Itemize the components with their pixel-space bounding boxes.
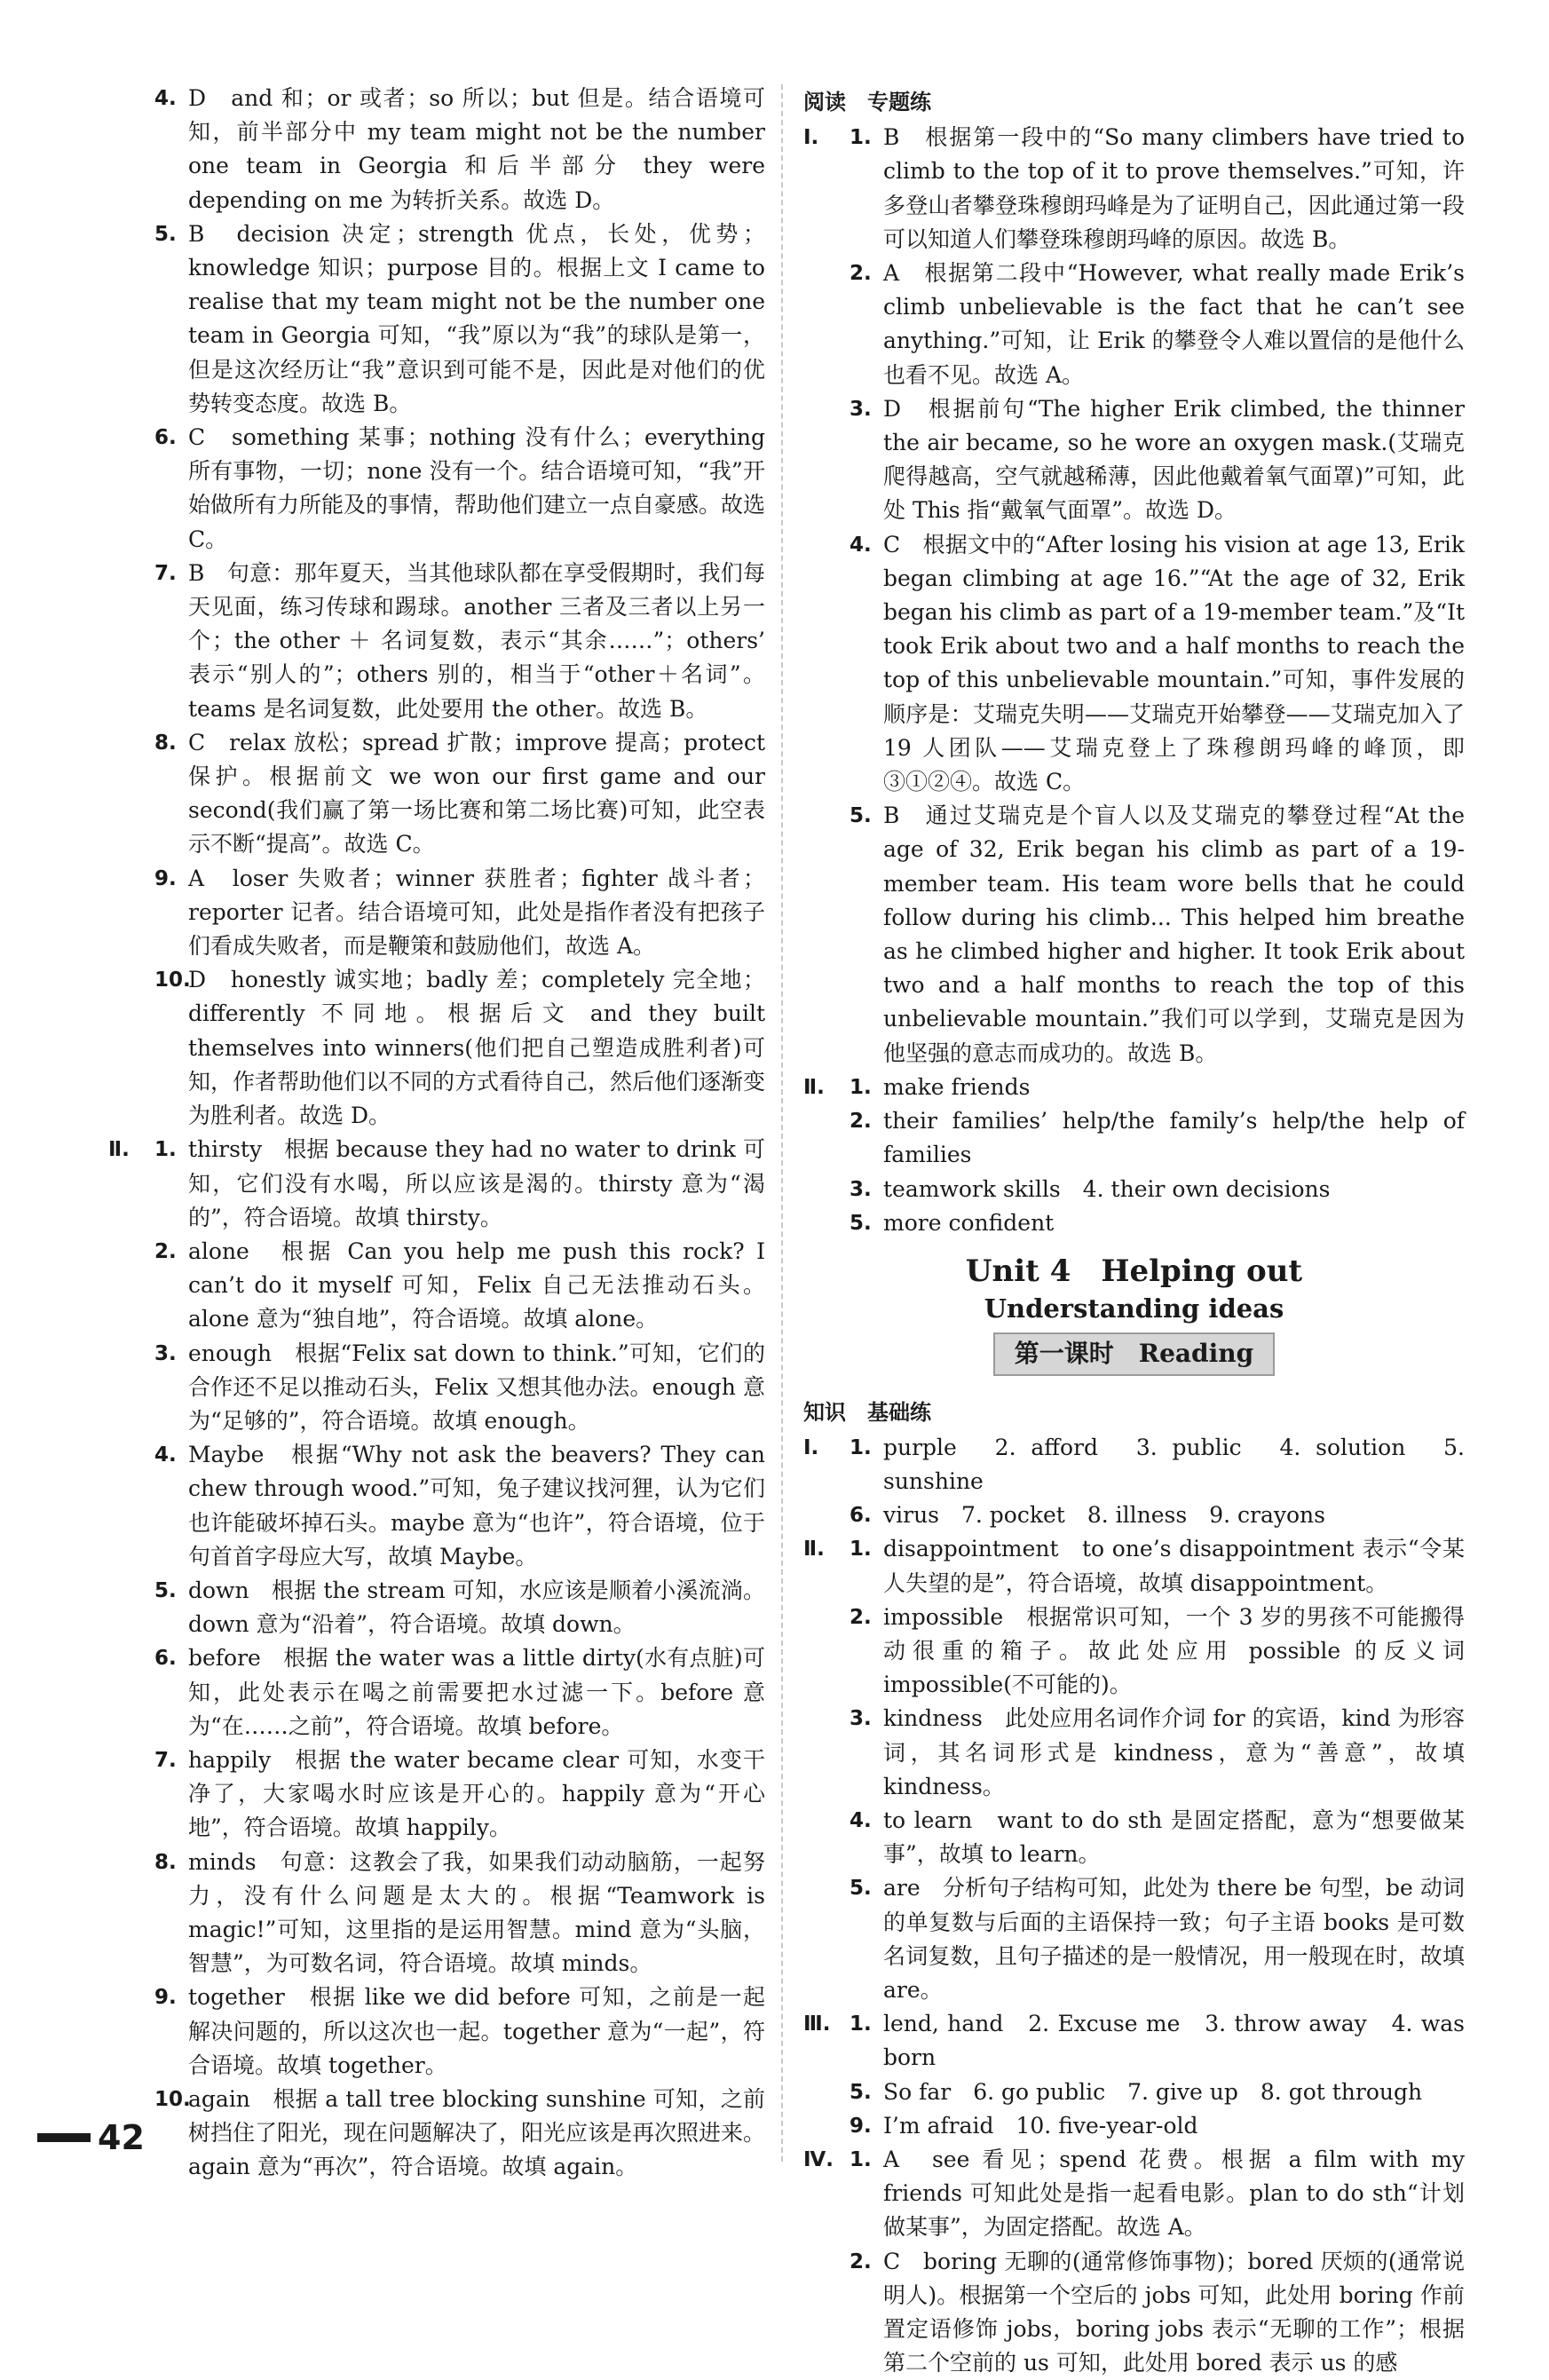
item-number: 4. (850, 1808, 872, 1832)
answer-text: enough 根据“Felix sat down to think.”可知，它们的合作还不足以推动石头，Felix 又想其他办法。enough 意为“足够的”，符合语境。故填 enough。 (188, 1340, 765, 1434)
answer-item (108, 862, 765, 964)
item-number: 2. (850, 2250, 872, 2273)
section-number: Ⅰ. (803, 1435, 819, 1459)
unit-subtitle: Understanding ideas (984, 1293, 1284, 1324)
answer-item (803, 121, 1465, 257)
answer-item (108, 963, 765, 1133)
answer-text: C boring 无聊的(通常修饰事物)；bored 厌烦的(通常说明人)。根据第一个空后的 jobs 可知，此处用 boring 作前置定语修饰 jobs，boring jobs 表示“无聊的工作”；根据第二个空前的 us 可知，此处用 bored 表示 us 的感 (883, 2248, 1465, 2376)
item-number: 2. (850, 262, 872, 286)
item-number: 9. (154, 1986, 177, 2010)
answer-text: to learn want to do sth 是固定搭配，意为“想要做某事”，故填 to learn。 (883, 1807, 1465, 1868)
item-number: 10. (154, 2087, 191, 2111)
answer-text: more confident (883, 1209, 1055, 1236)
answer-item (803, 1498, 1465, 1532)
item-number: 8. (154, 1850, 177, 1874)
answer-item (108, 82, 765, 217)
answer-text: I’m afraid 10. five-year-old (883, 2112, 1198, 2139)
item-number: 2. (154, 1239, 177, 1263)
answer-item (803, 1104, 1465, 1172)
item-number: 1. (850, 126, 872, 150)
section-number: Ⅲ. (803, 2012, 831, 2036)
answer-text: before 根据 the water was a little dirty(水有点脏)可知，此处表示在喝之前需要把水过滤一下。before 意为“在……之前”，符合语境。故填 before。 (188, 1645, 765, 1739)
item-number: 4. (850, 533, 872, 557)
basics-section-title: 知识 基础练 (803, 1399, 931, 1425)
answer-text: down 根据 the stream 可知，水应该是顺着小溪流淌。down 意为“沿着”，符合语境。故填 down。 (188, 1577, 765, 1638)
answer-text: A loser 失败者；winner 获胜者；fighter 战斗者；reporter 记者。结合语境可知，此处是指作者没有把孩子们看成失败者，而是鞭策和鼓励他们，故选 A。 (188, 865, 765, 960)
lesson-label: 第一课时 Reading (993, 1332, 1275, 1375)
item-number: 5. (850, 804, 872, 828)
answer-item (803, 799, 1465, 1071)
answer-text: B 根据第一段中的“So many climbers have tried to climb to the top of it to prove themselves.”可知，许多登山者攀登珠穆朗玛峰是为了证明自己，因此通过第一段可以知道人们攀登珠穆朗玛峰的原因。故选 B。 (883, 124, 1465, 252)
answer-text: disappointment to one’s disappointment 表示“令某人失望的是”，符合语境，故填 disappointment。 (883, 1536, 1465, 1596)
item-number: 2. (850, 1605, 872, 1629)
item-number: 5. (850, 1877, 872, 1901)
answer-item (108, 1438, 765, 1574)
answer-item (803, 1804, 1465, 1871)
page-number-text: 42 (98, 2118, 145, 2157)
section-number: Ⅱ. (108, 1138, 130, 1162)
answer-item (803, 1431, 1465, 1498)
answer-item (803, 257, 1465, 392)
answer-item (108, 726, 765, 862)
answer-text: again 根据 a tall tree blocking sunshine 可知，之前树挡住了阳光，现在问题解决了，阳光应该是再次照进来。again 意为“再次”，符合语境。故填 again。 (188, 2085, 766, 2180)
item-number: 1. (850, 2147, 872, 2171)
right-column (803, 82, 1465, 2380)
item-number: 1. (850, 1075, 872, 1099)
item-number: 3. (850, 397, 872, 421)
answer-text: A 根据第二段中“However, what really made Erik’s climb unbelievable is the fact that he can’t see anything.”可知，让 Erik 的攀登令人难以置信的是他什么也看不见。故选 A。 (883, 260, 1465, 388)
unit-title: Unit 4 Helping out (965, 1253, 1303, 1289)
item-number: 1. (850, 1538, 872, 1562)
item-number: 3. (850, 1177, 872, 1201)
answer-item (803, 2076, 1465, 2109)
left-column (108, 82, 765, 2185)
answer-item (108, 217, 765, 421)
answer-item (803, 1173, 1465, 1206)
page-number-bar (37, 2133, 91, 2142)
section-number: Ⅳ. (803, 2147, 834, 2171)
answer-item (108, 1235, 765, 1337)
answer-text: C relax 放松；spread 扩散；improve 提高；protect 保护。根据前文 we won our first game and our second(我们赢了第一场比赛和第二场比赛)可知，此空表示不断“提高”。故选 C。 (188, 729, 765, 858)
item-number: 8. (154, 731, 177, 755)
item-number: 3. (850, 1707, 872, 1731)
answer-text: A see 看见；spend 花费。根据 a film with my friends 可知此处是指一起看电影。plan to do sth“计划做某事”，为固定搭配。故选 A。 (883, 2146, 1465, 2241)
answer-item (803, 1532, 1465, 1600)
reading-section-title: 阅读 专题练 (803, 90, 931, 115)
answer-item (803, 2245, 1465, 2380)
page-number (37, 2118, 145, 2157)
answer-item (803, 2109, 1465, 2143)
answer-text: teamwork skills 4. their own decisions (883, 1175, 1331, 1202)
answer-text: purple 2. afford 3. public 4. solution 5. sunshine (883, 1434, 1465, 1494)
answer-text: their families’ help/the family’s help/the help of families (883, 1108, 1465, 1168)
answer-item (108, 1337, 765, 1439)
answer-item (108, 1574, 765, 1641)
answer-item (108, 1133, 765, 1235)
item-number: 5. (154, 1578, 177, 1602)
answer-item (108, 557, 765, 726)
answer-item (803, 1601, 1465, 1703)
answer-item (803, 1206, 1465, 1240)
answer-text: make friends (883, 1073, 1031, 1100)
answer-item (803, 2143, 1465, 2245)
item-number: 3. (154, 1341, 177, 1365)
answer-text: together 根据 like we did before 可知，之前是一起解决问题的，所以这次也一起。together 意为“一起”，符合语境。故填 together。 (188, 1984, 765, 2078)
answer-item (803, 528, 1465, 800)
answer-text: happily 根据 the water became clear 可知，水变干净了，大家喝水时应该是开心的。happily 意为“开心地”，符合语境。故填 happily。 (188, 1746, 765, 1841)
answer-item (108, 1846, 765, 1981)
answer-item (803, 2007, 1465, 2075)
item-number: 5. (154, 222, 177, 246)
answer-text: kindness 此处应用名词作介词 for 的宾语，kind 为形容词，其名词形式是 kindness，意为“善意”，故填 kindness。 (883, 1705, 1465, 1799)
item-number: 5. (850, 1211, 872, 1235)
answer-text: D honestly 诚实地；badly 差；completely 完全地；differently 不同地。根据后文 and they built themselves into winners(他们把自己塑造成胜利者)可知，作者帮助他们以不同的方式看待自己，然后他们逐渐变为胜利者。故选 D。 (188, 967, 766, 1129)
answer-item (108, 1981, 765, 2083)
answer-text: Maybe 根据“Why not ask the beavers? They can chew through wood.”可知，兔子建议找河狸，认为它们也许能破坏掉石头。maybe 意为“也许”，符合语境，位于句首首字母应大写，故填 Maybe。 (188, 1442, 765, 1570)
item-number: 7. (154, 561, 177, 585)
answer-text: D 根据前句“The higher Erik climbed, the thinner the air became, so he wore an oxygen mask.(艾瑞克爬得越高，空气就越稀薄，因此他戴着氧气面罩)”可知，此处 This 指“戴氧气面罩”。故选 D。 (883, 395, 1465, 524)
answer-text: lend, hand 2. Excuse me 3. throw away 4. was born (883, 2011, 1465, 2071)
answer-item (108, 1743, 765, 1846)
item-number: 10. (154, 969, 191, 992)
item-number: 5. (850, 2080, 872, 2104)
answer-item (108, 421, 765, 557)
answer-text: alone 根据 Can you help me push this rock? I can’t do it myself 可知，Felix 自己无法推动石头。alone 意为“独自地”，符合语境。故填 alone。 (188, 1237, 765, 1332)
section-number: Ⅱ. (803, 1075, 825, 1099)
answer-text: B 通过艾瑞克是个盲人以及艾瑞克的攀登过程“At the age of 32, Erik began his climb as part of a 19-member team. His team wore bells that he could follow during his climb... This helped him breathe as he climbed higher and higher. It took Erik about two and a half months to reach the top of this unbelievable mountain.”我们可以学到，艾瑞克是因为他坚强的意志而成功的。故选 B。 (883, 803, 1465, 1066)
answer-text: C something 某事；nothing 没有什么；everything 所有事物，一切；none 没有一个。结合语境可知，“我”开始做所有力所能及的事情，帮助他们建立一点自豪感。故选 C。 (188, 424, 766, 552)
item-number: 4. (154, 1443, 177, 1467)
answer-item (803, 1071, 1465, 1104)
answer-text: So far 6. go public 7. give up 8. got through (883, 2078, 1423, 2105)
answer-text: virus 7. pocket 8. illness 9. crayons (883, 1502, 1325, 1529)
item-number: 2. (850, 1110, 872, 1134)
item-number: 4. (154, 87, 177, 110)
section-number: Ⅱ. (803, 1538, 825, 1562)
item-number: 9. (850, 2114, 872, 2138)
answer-item (803, 1871, 1465, 2007)
item-number: 1. (850, 2012, 872, 2036)
answer-item (108, 2083, 765, 2185)
answer-text: B 句意：那年夏天，当其他球队都在享受假期时，我们每天见面，练习传球和踢球。another 三者及三者以上另一个；the other ＋ 名词复数，表示“其余……”；others’ 表示“别人的”；others 别的，相当于“other＋名词”。teams 是名词复数，此处要用 the other。故选 B。 (188, 559, 765, 722)
item-number: 6. (850, 1504, 872, 1528)
column-divider (781, 84, 783, 2162)
answer-text: C 根据文中的“After losing his vision at age 13, Erik began climbing at age 16.”“At the age of 32, Erik began his climb as part of a 19-member team.”及“It took Erik about two and a half months to reach the top of this unbelievable mountain.”可知，事件发展的顺序是：艾瑞克失明——艾瑞克开始攀登——艾瑞克加入了 19 人团队——艾瑞克登上了珠穆朗玛峰的峰顶，即③①②④。故选 C。 (883, 531, 1465, 795)
item-number: 7. (154, 1748, 177, 1772)
answer-text: B decision 决定；strength 优点，长处，优势；knowledge 知识；purpose 目的。根据上文 I came to realise that my team might not be the number one team in Georgia 可知，“我”原以为“我”的球队是第一，但是这次经历让“我”意识到可能不是，因此是对他们的优势转变态度。故选 B。 (188, 220, 765, 416)
answer-item (803, 1702, 1465, 1804)
answer-item (803, 392, 1465, 528)
item-number: 1. (850, 1435, 872, 1459)
section-number: Ⅰ. (803, 126, 819, 150)
answer-text: impossible 根据常识可知，一个 3 岁的男孩不可能搬得动很重的箱子。故此处应用 possible 的反义词 impossible(不可能的)。 (883, 1603, 1465, 1698)
answer-text: thirsty 根据 because they had no water to drink 可知，它们没有水喝，所以应该是渴的。thirsty 意为“渴的”，符合语境。故填 thirsty。 (188, 1136, 765, 1230)
answer-text: are 分析句子结构可知，此处为 there be 句型，be 动词的单复数与后面的主语保持一致；句子主语 books 是可数名词复数，且句子描述的是一般情况，用一般现在时，故填 are。 (883, 1875, 1465, 2003)
item-number: 1. (154, 1138, 177, 1162)
item-number: 9. (154, 866, 177, 890)
answer-text: D and 和；or 或者；so 所以；but 但是。结合语境可知，前半部分中 my team might not be the number one team in Georgia 和后半部分 they were depending on me 为转折关系。故选 D。 (188, 85, 765, 213)
answer-text: minds 句意：这教会了我，如果我们动动脑筋，一起努力，没有什么问题是太大的。根据“Teamwork is magic!”可知，这里指的是运用智慧。mind 意为“头脑，智慧”，为可数名词，符合语境。故填 minds。 (188, 1848, 765, 1977)
item-number: 6. (154, 1647, 177, 1671)
lesson-banner (803, 1332, 1465, 1375)
item-number: 6. (154, 426, 177, 450)
answer-item (108, 1641, 765, 1743)
